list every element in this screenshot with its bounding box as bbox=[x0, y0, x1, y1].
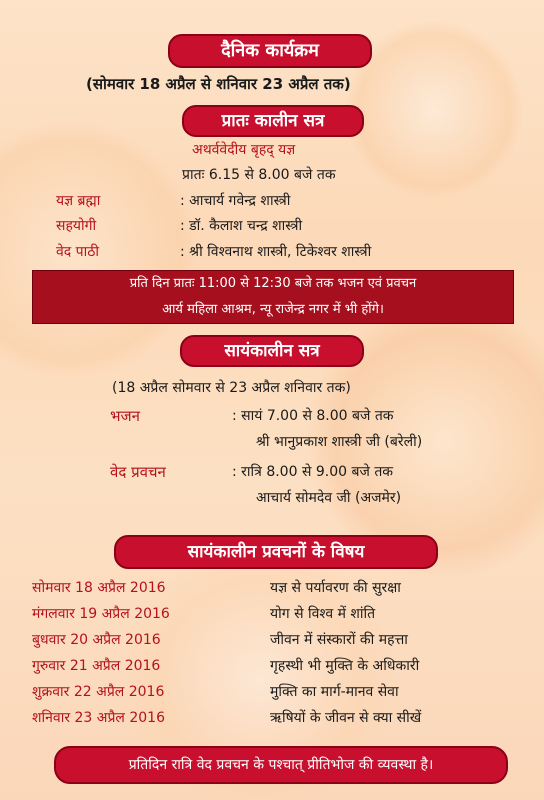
topic-date: सोमवार 18 अप्रैल 2016 bbox=[32, 580, 166, 596]
daily-bhajan-band bbox=[32, 270, 514, 324]
role-name: : डॉ. कैलाश चन्द्र शास्त्री bbox=[180, 218, 303, 234]
topic-row bbox=[32, 682, 522, 704]
bhajan-label: भजन bbox=[110, 407, 141, 425]
topic-row bbox=[32, 708, 522, 730]
topic-subject: ऋषियों के जीवन से क्या सीखें bbox=[270, 710, 422, 726]
topic-subject: जीवन में संस्कारों की महत्ता bbox=[270, 632, 408, 648]
topic-row bbox=[32, 578, 522, 600]
role-name: : श्री विश्वनाथ शास्त्री, टिकेश्वर शास्त्री bbox=[180, 244, 372, 260]
topic-subject: गृहस्थी भी मुक्ति के अधिकारी bbox=[270, 658, 420, 674]
bhajan-time: : सायं 7.00 से 8.00 बजे तक bbox=[232, 408, 394, 424]
morning-session-title: प्रातः कालीन सत्र bbox=[182, 105, 364, 137]
band-line-2: आर्य महिला आश्रम, न्यू राजेन्द्र नगर में भी होंगे। bbox=[162, 302, 384, 317]
yajna-name: अथर्ववेदीय बृहद् यज्ञ bbox=[192, 142, 296, 158]
evening-date-range: (18 अप्रैल सोमवार से 23 अप्रैल शनिवार तक) bbox=[112, 380, 351, 396]
pravachan-person: आचार्य सोमदेव जी (अजमेर) bbox=[256, 490, 402, 506]
role-label: सहयोगी bbox=[56, 218, 97, 234]
topic-row bbox=[32, 604, 522, 626]
morning-timing: प्रातः 6.15 से 8.00 बजे तक bbox=[182, 167, 336, 183]
topic-subject: योग से विश्व में शांति bbox=[270, 606, 376, 622]
topic-subject: यज्ञ से पर्यावरण की सुरक्षा bbox=[270, 580, 401, 596]
topics-title: सायंकालीन प्रवचनों के विषय bbox=[114, 535, 438, 569]
evening-session-title: सायंकालीन सत्र bbox=[180, 335, 364, 367]
topic-date: गुरुवार 21 अप्रैल 2016 bbox=[32, 658, 161, 674]
footer-note: प्रतिदिन रात्रि वेद प्रवचन के पश्चात् प्रीतिभोज की व्यवस्था है। bbox=[54, 746, 508, 784]
topic-date: शनिवार 23 अप्रैल 2016 bbox=[32, 710, 165, 726]
role-label: वेद पाठी bbox=[56, 244, 100, 260]
background-flower bbox=[0, 120, 200, 380]
date-range: (सोमवार 18 अप्रैल से शनिवार 23 अप्रैल तक) bbox=[86, 75, 351, 93]
topic-row bbox=[32, 656, 522, 678]
pravachan-label: वेद प्रवचन bbox=[110, 463, 166, 481]
topic-row bbox=[32, 630, 522, 652]
role-name: : आचार्य गवेन्द्र शास्त्री bbox=[180, 193, 291, 209]
topic-date: शुक्रवार 22 अप्रैल 2016 bbox=[32, 684, 165, 700]
role-label: यज्ञ ब्रह्मा bbox=[56, 193, 101, 209]
pravachan-time: : रात्रि 8.00 से 9.00 बजे तक bbox=[232, 464, 394, 480]
topic-date: बुधवार 20 अप्रैल 2016 bbox=[32, 632, 161, 648]
bhajan-person: श्री भानुप्रकाश शास्त्री जी (बरेली) bbox=[256, 434, 423, 450]
band-line-1: प्रति दिन प्रातः 11:00 से 12:30 बजे तक भजन एवं प्रवचन bbox=[129, 276, 417, 291]
page-title: दैनिक कार्यक्रम bbox=[168, 34, 372, 68]
topic-subject: मुक्ति का मार्ग-मानव सेवा bbox=[270, 684, 399, 700]
topic-date: मंगलवार 19 अप्रैल 2016 bbox=[32, 606, 170, 622]
